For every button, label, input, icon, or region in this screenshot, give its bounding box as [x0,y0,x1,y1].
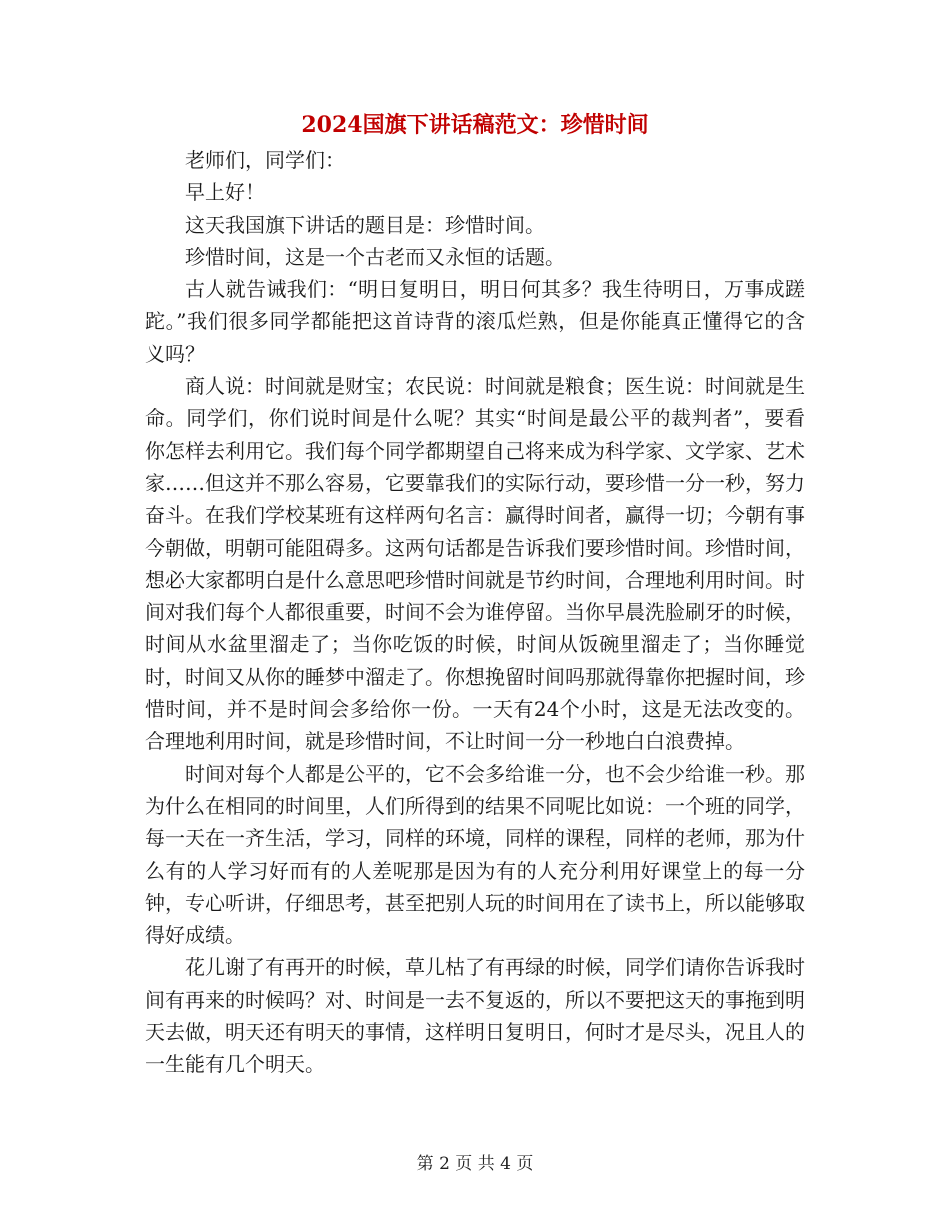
paragraph-ancient-poem: 古人就告诫我们：“明日复明日，明日何其多？我生待明日，万事成蹉跎。”我们很多同学都能把这首诗背的滚瓜烂熟，但是你能真正懂得它的含义吗？ [145,277,805,366]
document-body [145,144,805,1081]
paragraph-conclusion: 花儿谢了有再开的时候，草儿枯了有再绿的时候，同学们请你告诉我时间有再来的时候吗？对、时间是一去不复返的，所以不要把这天的事拖到明天去做，明天还有明天的事情，这样明日复明日，何时才是尽头，况且人的一生能有几个明天。 [145,955,805,1077]
paragraph-salutation: 老师们，同学们： [185,148,345,172]
paragraph-time-fairness: 时间对每个人都是公平的，它不会多给谁一分，也不会少给谁一秒。那为什么在相同的时间里，人们所得到的结果不同呢比如说：一个班的同学，每一天在一齐生活，学习，同样的环境，同样的课程，同样的老师，那为什么有的人学习好而有的人差呢那是因为有的人充分利用好课堂上的每一分钟，专心听讲，仔细思考，甚至把别人玩的时间用在了读书上，所以能够取得好成绩。 [145,761,805,948]
paragraph-greeting: 早上好！ [185,180,265,205]
page-footer: 第 2 页 共 4 页 [416,1154,534,1174]
paragraph-time-value: 商人说：时间就是财宝；农民说：时间就是粮食；医生说：时间就是生命。同学们，你们说时间是什么呢？其实“时间是最公平的裁判者”，要看你怎样去利用它。我们每个同学都期望自己将来成为科学家、文学家、艺术家……但这并不那么容易，它要靠我们的实际行动，要珍惜一分一秒，努力奋斗。在我们学校某班有这样两句名言：赢得时间者，赢得一切；今朝有事今朝做，明朝可能阻碍多。这两句话都是告诉我们要珍惜时间。珍惜时间，想必大家都明白是什么意思吧珍惜时间就是节约时间，合理地利用时间。时间对我们每个人都很重要，时间不会为谁停留。当你早晨洗脸刷牙的时候，时间从水盆里溜走了；当你吃饭的时候，时间从饭碗里溜走了；当你睡觉时，时间又从你的睡梦中溜走了。你想挽留时间吗那就得靠你把握时间，珍惜时间，并不是时间会多给你一份。一天有24个小时，这是无法改变的。合理地利用时间，就是珍惜时间，不让时间一分一秒地白白浪费掉。 [145,374,805,754]
page-title: 2024国旗下讲话稿范文：珍惜时间 [301,112,649,138]
paragraph-topic: 这天我国旗下讲话的题目是：珍惜时间。 [185,212,545,237]
paragraph-intro: 珍惜时间，这是一个古老而又永恒的话题。 [185,244,565,269]
